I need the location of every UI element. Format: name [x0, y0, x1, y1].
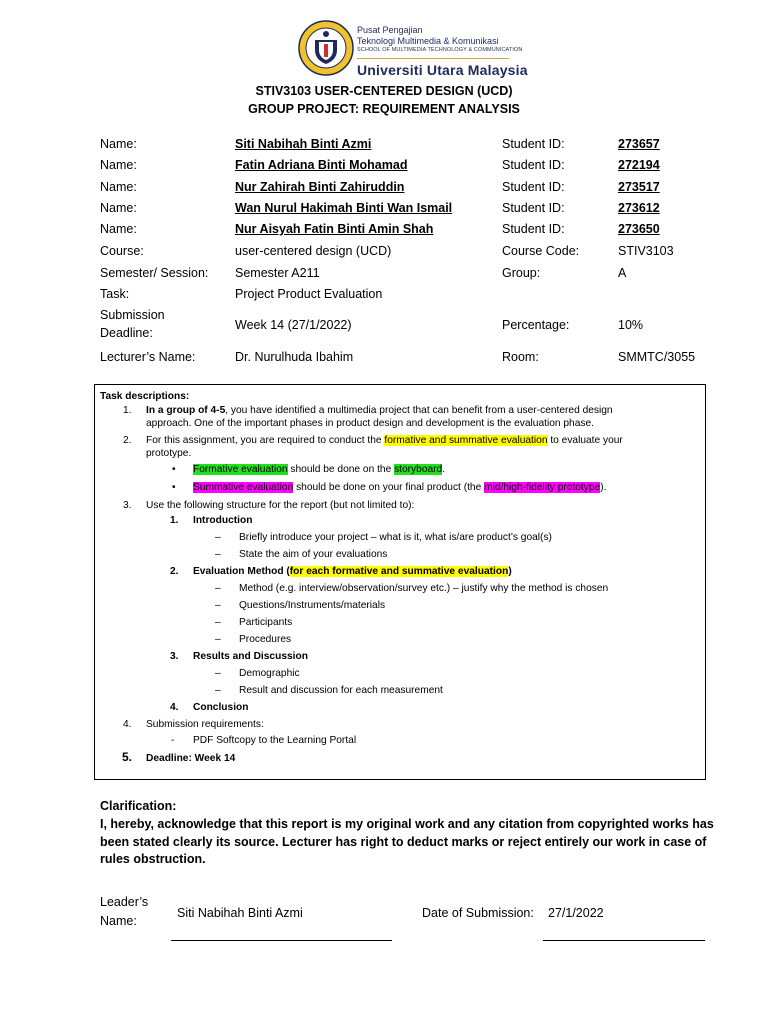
task-value: Project Product Evaluation [235, 287, 383, 301]
lecturer-label: Lecturer’s Name: [100, 350, 196, 364]
item-1-line-2: approach. One of the important phases in product design and development is the evaluation phase. [146, 418, 594, 429]
leader-signature-line [171, 940, 392, 941]
project-title: GROUP PROJECT: REQUIREMENT ANALYSIS [248, 102, 520, 116]
item-2-highlight: formative and summative evaluation [384, 435, 548, 446]
task-heading: Task descriptions: [100, 391, 190, 402]
item-5-number: 5. [122, 750, 133, 764]
logo-line-3: SCHOOL OF MULTIMEDIA TECHNOLOGY & COMMUNICATION [357, 47, 523, 53]
section-2-number: 2. [170, 566, 179, 577]
formative-end: . [442, 464, 446, 475]
section-3-sub-b: Result and discussion for each measurement [239, 685, 443, 696]
percentage-value: 10% [618, 318, 644, 332]
section-3-number: 3. [170, 651, 179, 662]
summative-highlight: Summative evaluation [193, 482, 294, 493]
section-2-title [193, 565, 512, 578]
item-4-text: Submission requirements: [146, 719, 264, 730]
leader-name: Siti Nabihah Binti Azmi [177, 906, 303, 920]
dash-icon: – [215, 532, 221, 543]
group-value: A [618, 266, 627, 280]
clarification-heading: Clarification: [100, 799, 177, 813]
item-4-sub-a: PDF Softcopy to the Learning Portal [193, 735, 357, 746]
section-2-sub-a: Method (e.g. interview/observation/survey etc.) – justify why the method is chosen [239, 583, 609, 594]
bullet-icon: • [172, 464, 176, 475]
percentage-label: Percentage: [502, 318, 570, 332]
student-id-4: 273612 [618, 201, 660, 215]
item-1-line-1 [146, 404, 613, 417]
item-3-text: Use the following structure for the report (but not limited to): [146, 500, 415, 511]
student-id-label-3: Student ID: [502, 180, 565, 194]
item-4-number: 4. [123, 719, 132, 730]
group-label: Group: [502, 266, 541, 280]
bullet-summative [193, 481, 606, 494]
student-id-1: 273657 [618, 137, 660, 151]
item-2-pre: For this assignment, you are required to conduct the [146, 435, 385, 446]
student-id-3: 273517 [618, 180, 660, 194]
course-code-value: STIV3103 [618, 244, 674, 258]
section-2-sub-d: Procedures [239, 634, 292, 645]
student-id-label-5: Student ID: [502, 222, 565, 236]
dash-icon: – [215, 600, 221, 611]
task-label: Task: [100, 287, 130, 301]
item-2-line-1 [146, 434, 623, 447]
item-1-rest: , you have identified a multimedia project that can benefit from a user-centered design [225, 405, 613, 416]
section-4-number: 4. [170, 702, 179, 713]
name-label-4: Name: [100, 201, 137, 215]
course-title: STIV3103 USER-CENTERED DESIGN (UCD) [255, 84, 513, 98]
clarification-line-3: rules obstruction. [100, 852, 206, 866]
uum-logo [298, 20, 354, 76]
course-value: user-centered design (UCD) [235, 244, 392, 258]
formative-highlight: Formative evaluation [193, 464, 288, 475]
submission-date-label: Date of Submission: [422, 906, 534, 920]
section-3-title: Results and Discussion [193, 651, 308, 662]
course-code-label: Course Code: [502, 244, 580, 258]
logo-line-2: Teknologi Multimedia & Komunikasi [357, 36, 499, 46]
member-name-1: Siti Nabihah Binti Azmi [235, 137, 372, 151]
item-2-line-2: prototype. [146, 448, 192, 459]
item-2-number: 2. [123, 435, 132, 446]
summative-mid: should be done on your final product (the [293, 482, 485, 493]
member-name-2: Fatin Adriana Binti Mohamad [235, 158, 408, 172]
formative-mid: should be done on the [287, 464, 395, 475]
dash-icon: – [215, 617, 221, 628]
student-id-label-1: Student ID: [502, 137, 565, 151]
section-1-sub-b: State the aim of your evaluations [239, 549, 388, 560]
deadline-label-line-1: Submission [100, 308, 165, 322]
hyphen-icon: - [171, 735, 175, 746]
semester-label: Semester/ Session: [100, 266, 209, 280]
room-value: SMMTC/3055 [618, 350, 696, 364]
deadline-label-line-2: Deadline: [100, 326, 153, 340]
logo-line-1: Pusat Pengajian [357, 25, 423, 35]
date-signature-line [543, 940, 705, 941]
dash-icon: – [215, 583, 221, 594]
leader-label-line-2: Name: [100, 914, 137, 928]
item-3-number: 3. [123, 500, 132, 511]
member-name-5: Nur Aisyah Fatin Binti Amin Shah [235, 222, 434, 236]
section-2-sub-c: Participants [239, 617, 293, 628]
storyboard-highlight: storyboard [394, 464, 443, 475]
item-1-bold: In a group of 4-5 [146, 405, 226, 416]
room-label: Room: [502, 350, 539, 364]
name-label-2: Name: [100, 158, 137, 172]
section-1-number: 1. [170, 515, 179, 526]
name-label-3: Name: [100, 180, 137, 194]
section-2-post: ) [508, 566, 512, 577]
bullet-icon: • [172, 482, 176, 493]
summative-end: ). [600, 482, 607, 493]
prototype-highlight: mid/high-fidelity prototype [484, 482, 601, 493]
lecturer-value: Dr. Nurulhuda Ibahim [235, 350, 354, 364]
member-name-3: Nur Zahirah Binti Zahiruddin [235, 180, 405, 194]
section-1-title: Introduction [193, 515, 253, 526]
deadline-value: Week 14 (27/1/2022) [235, 318, 352, 332]
item-2-post: to evaluate your [547, 435, 623, 446]
dash-icon: – [215, 634, 221, 645]
section-2-highlight: for each formative and summative evaluation [289, 566, 509, 577]
submission-date: 27/1/2022 [548, 906, 604, 920]
student-id-5: 273650 [618, 222, 660, 236]
section-3-sub-a: Demographic [239, 668, 300, 679]
course-label: Course: [100, 244, 144, 258]
section-2-sub-b: Questions/Instruments/materials [239, 600, 386, 611]
name-label-5: Name: [100, 222, 137, 236]
section-4-title: Conclusion [193, 702, 249, 713]
dash-icon: – [215, 668, 221, 679]
leader-label-line-1: Leader’s [100, 895, 149, 909]
university-name: Universiti Utara Malaysia [357, 61, 528, 78]
student-id-label-2: Student ID: [502, 158, 565, 172]
dash-icon: – [215, 685, 221, 696]
student-id-label-4: Student ID: [502, 201, 565, 215]
dash-icon: – [215, 549, 221, 560]
logo-text [357, 26, 528, 77]
section-1-sub-a: Briefly introduce your project – what is it, what is/are product’s goal(s) [239, 532, 552, 543]
item-5-text: Deadline: Week 14 [146, 753, 236, 764]
logo-divider [357, 58, 509, 59]
section-2-pre: Evaluation Method ( [193, 566, 290, 577]
member-name-4: Wan Nurul Hakimah Binti Wan Ismail [235, 201, 453, 215]
semester-value: Semester A211 [235, 266, 320, 280]
bullet-formative [193, 463, 445, 476]
student-id-2: 272194 [618, 158, 660, 172]
clarification-line-2: been stated clearly its source. Lecturer has right to deduct marks or reject entirely our work in case of [100, 835, 707, 849]
name-label-1: Name: [100, 137, 137, 151]
clarification-line-1: I, hereby, acknowledge that this report is my original work and any citation from copyrighted works has [100, 817, 714, 831]
item-1-number: 1. [123, 405, 132, 416]
